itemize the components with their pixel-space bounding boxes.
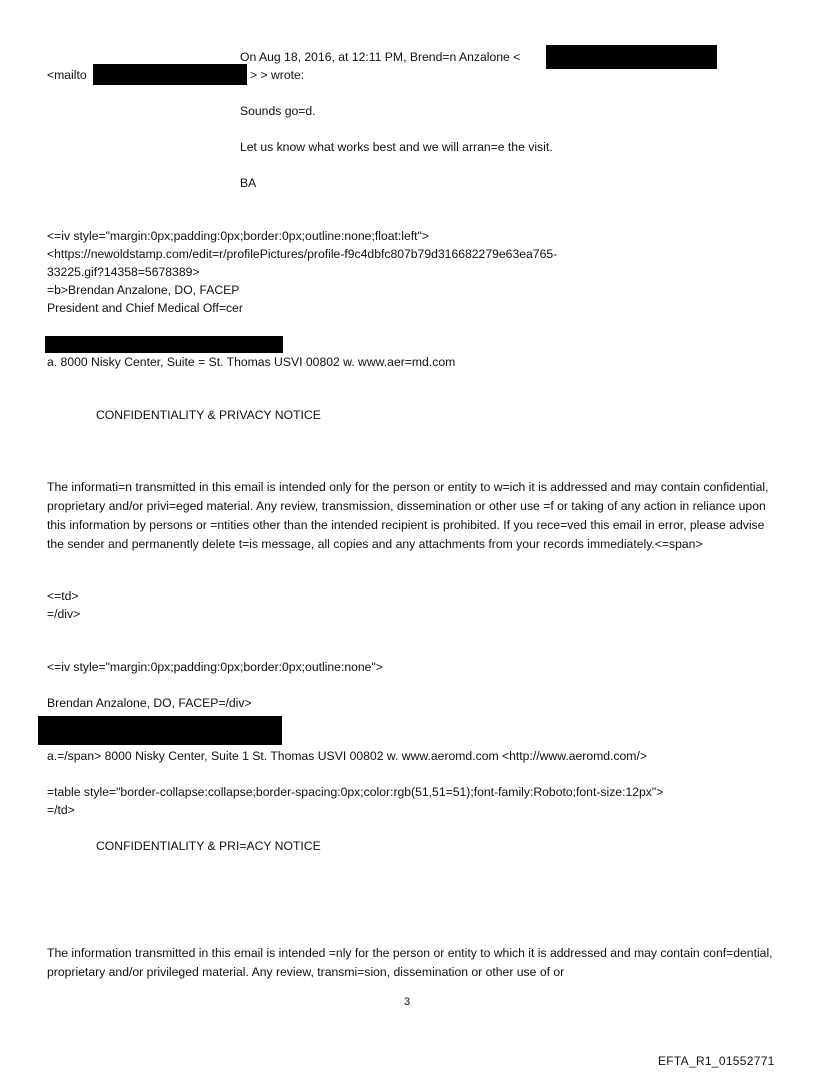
redaction-bar — [546, 45, 717, 69]
sig1-div-tag: <=iv style="margin:0px;padding:0px;border:0px;outline:none;float:left"> — [47, 229, 429, 243]
notice1-td-tag: <=td> — [47, 589, 79, 603]
reply-sounds-good: Sounds go=d. — [240, 104, 316, 118]
notice2-body: The information transmitted in this email is intended =nly for the person or entity to which it is addressed and may contain conf=dential, proprietary and/or privileged material. Any review, transmi=sion, dissemination or other use of or — [47, 946, 773, 979]
redaction-bar — [38, 716, 282, 745]
wrote-line: > > wrote: — [250, 68, 305, 82]
quote-header-line: On Aug 18, 2016, at 12:11 PM, Brend=n Anzalone < — [240, 50, 521, 64]
document-id: EFTA_R1_01552771 — [658, 1054, 775, 1068]
sig2-address: a.=/span> 8000 Nisky Center, Suite 1 St. Thomas USVI 00802 w. www.aeromd.com <http://www.aeromd.com/> — [47, 749, 647, 763]
page-number: 3 — [404, 996, 411, 1008]
mailto-prefix: <mailto — [47, 68, 87, 82]
sig1-title: President and Chief Medical Off=cer — [47, 301, 243, 315]
sig2-div-tag: <=iv style="margin:0px;padding:0px;border:0px;outline:none"> — [47, 660, 383, 674]
reply-initials: BA — [240, 176, 257, 190]
sig2-table-tag: =table style="border-collapse:collapse;border-spacing:0px;color:rgb(51,51=51);font-family:Roboto;font-size:12px"> — [47, 785, 664, 799]
notice1-heading: CONFIDENTIALITY & PRIVACY NOTICE — [96, 408, 321, 422]
sig1-address: a. 8000 Nisky Center, Suite = St. Thomas USVI 00802 w. www.aer=md.com — [47, 355, 456, 369]
notice2-heading: CONFIDENTIALITY & PRI=ACY NOTICE — [96, 839, 321, 853]
sig1-name: =b>Brendan Anzalone, DO, FACEP — [47, 283, 240, 297]
sig1-url-line-1: <https://newoldstamp.com/edit=r/profilePictures/profile-f9c4dbfc807b79d316682279e63ea765- — [47, 247, 558, 261]
notice1-body: The informati=n transmitted in this email is intended only for the person or entity to w=ich it is addressed and may contain confidential, proprietary and/or privi=eged material. Any review, transmission, dissemination or other use =f or taking of any action in reliance upon this information by persons or =ntities other than the intended recipient is prohibited. If you rece=ved this email in error, please advise the sender and permanently delete t=is message, all copies and any attachments from your records immediately.<=span> — [47, 480, 769, 551]
notice1-div-tag: =/div> — [47, 607, 81, 621]
reply-let-us-know: Let us know what works best and we will arran=e the visit. — [240, 140, 553, 154]
sig2-name: Brendan Anzalone, DO, FACEP=/div> — [47, 696, 252, 710]
redaction-bar — [93, 64, 247, 85]
redaction-bar — [45, 336, 283, 353]
sig2-td-tag: =/td> — [47, 803, 75, 817]
sig1-url-line-2: 33225.gif?14358=5678389> — [47, 265, 200, 279]
